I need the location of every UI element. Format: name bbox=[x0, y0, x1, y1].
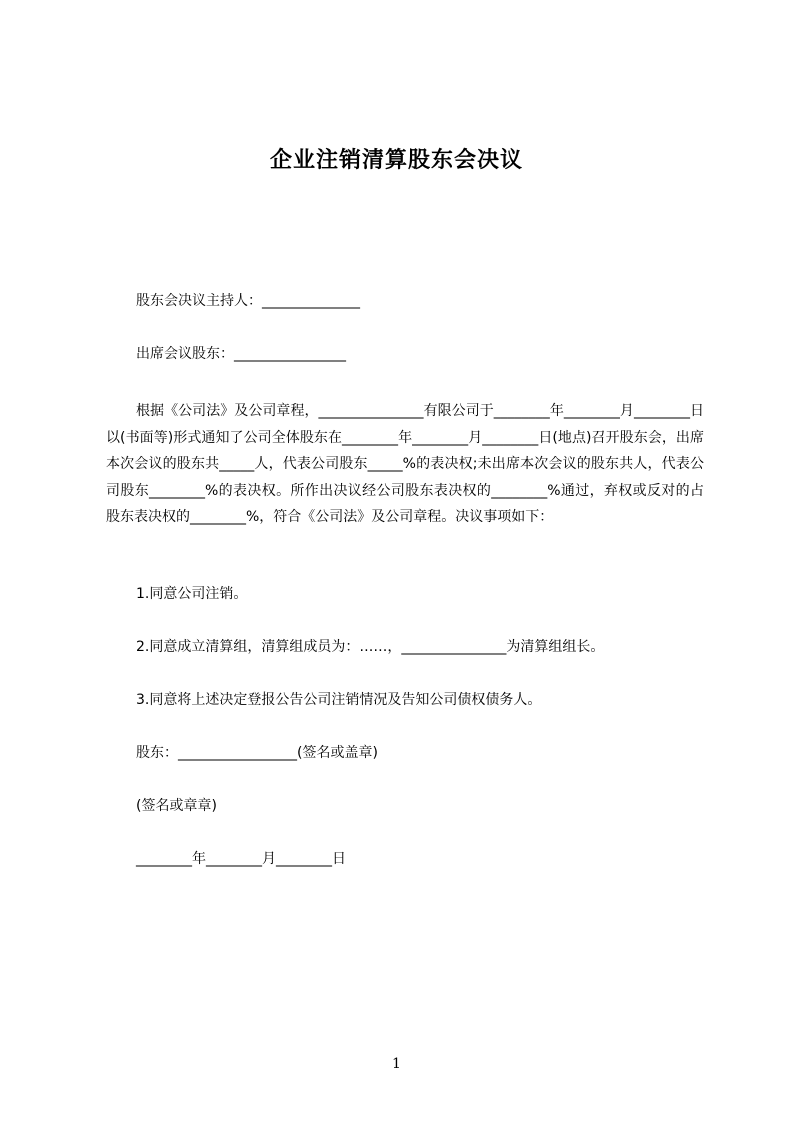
date-line: ________年________月________日 bbox=[136, 851, 346, 867]
attendees-line: 出席会议股东：________________ bbox=[136, 346, 346, 362]
shareholder-signature-line: 股东：_________________(签名或盖章) bbox=[136, 745, 378, 761]
resolution-item-2: 2.同意成立清算组，清算组成员为：……，_______________为清算组组长。 bbox=[136, 639, 605, 655]
host-line: 股东会决议主持人：______________ bbox=[136, 293, 360, 309]
main-paragraph: 根据《公司法》及公司章程，_______________有限公司于________年________月________日以(书面等)形式通知了公司全体股东在________年________月________日(地点)召开股东会，出席本次会议的股东共_____人，代表公司股东_____%的表决权;未出席本次会议的股东共人，代表公司股东________%的表决权。所作出决议经公司股东表决权的________%通过，弃权或反对的占股东表决权的________%，符合《公司法》及公司章程。决议事项如下： bbox=[106, 403, 704, 525]
resolution-item-3: 3.同意将上述决定登报公告公司注销情况及告知公司债权债务人。 bbox=[136, 692, 542, 708]
page-number: 1 bbox=[392, 1056, 401, 1072]
signature-note: (签名或章章) bbox=[136, 798, 217, 814]
resolution-item-1: 1.同意公司注销。 bbox=[136, 586, 248, 602]
document-title: 企业注销清算股东会决议 bbox=[269, 148, 523, 173]
